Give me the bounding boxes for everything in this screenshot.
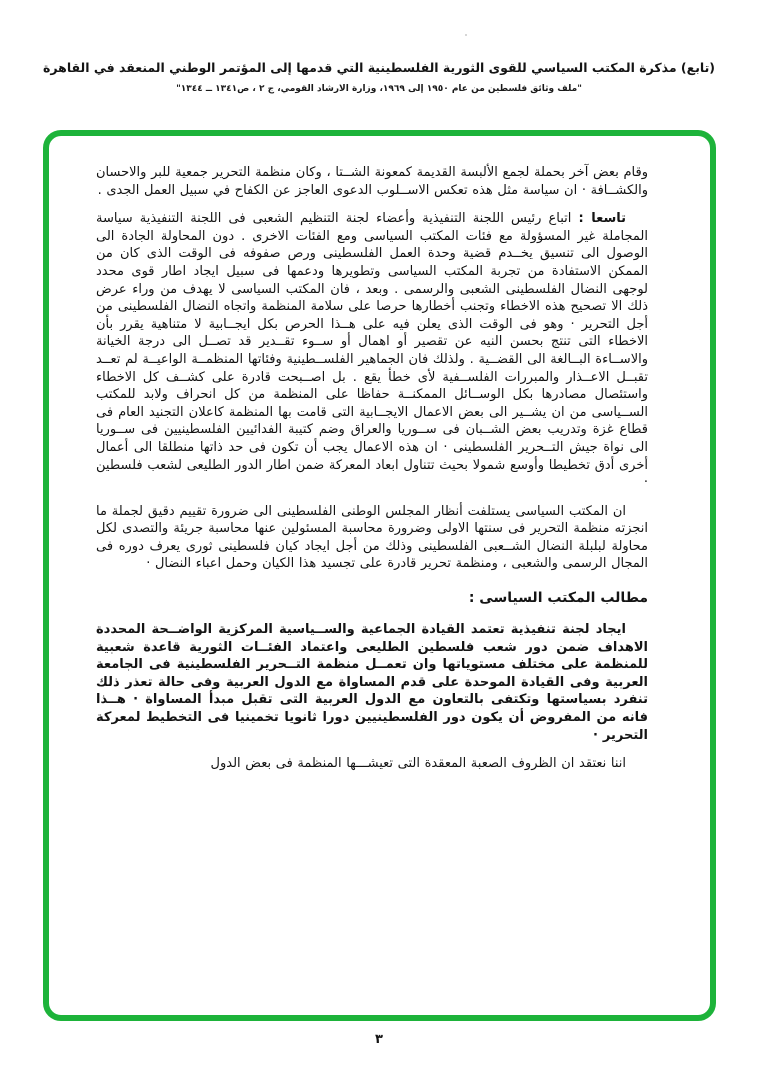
- green-border-frame: [43, 130, 716, 1021]
- document-body: [96, 164, 648, 784]
- paragraph-difficult-conditions: اننا نعتقد ان الظروف الصعبة المعقدة التى تعيشـــها المنظمة فى بعض الدول: [210, 756, 626, 772]
- paragraph-executive-committee-demand: ايجاد لجنة تنفيذية تعتمد القيادة الجماعية والســياسية المركزية الواضــحة المحددة الاهداف ضمن دور شعب فلسطين الطليعى واعتماد الفئــات الثورية قاعدة شعبية للمنظمة على مختلف مستوياتها وان تعمــل منظمة التــحرير الفلسطينية فى الجامعة العربية وفى القيادة الموحدة على قدم المساواة مع الدول العربية وفى حالة تعذر ذلك تنفرد بسياستها وتكتفى بالتعاون مع الدول العربية التى تقبل مبدأ المساواة · هــذا فانه من المفروض أن يكون دور الفلسطينيين دورا ثانويا تخمينيا فى التخطيط لمعركة التحرير ·: [96, 622, 648, 743]
- section-heading-political-bureau-demands: مطالب المكتب السياسى :: [468, 590, 648, 607]
- paragraph-national-council-appeal: ان المكتب السياسى يستلفت أنظار المجلس الوطنى الفلسطينى الى ضرورة تقييم دقيق لجملة ما انجزته منظمة التحرير فى سنتها الاولى وضرورة محاسبة المسئولين عنها محاسبة جريئة والتصدى لكل محاولة لبلبلة النضال الشــعبى الفلسطينى وذلك من أجل ايجاد كيان فلسطينى ثورى يعرف دوره فى المجال الرسمى والشعبى ، ومنظمة تحرير قادرة على تجسيد هذا الكيان وحمل اعباء النضال ·: [96, 503, 648, 572]
- page-header: [0, 60, 758, 94]
- paragraph-old-clothes-campaign: وقام بعض آخر بحملة لجمع الألبسة القديمة كمعونة الشــتا ، وكان منظمة التحرير جمعية للبر والاحسان والكشــافة · ان سياسة مثل هذه تعكس الاســلوب الدعوى العاجز عن الكفاح في سبيل العمل الجدى .: [96, 165, 648, 198]
- paragraph-ninth-point: [96, 210, 648, 492]
- paragraph-ninth-lead-word: تاسعا :: [578, 211, 626, 227]
- scan-artifact-dot: [465, 34, 467, 36]
- document-source-citation: "ملف وثائق فلسطين من عام ١٩٥٠ إلى ١٩٦٩، وزارة الارشاد القومي، ج ٢ ، ص١٣٤١ ــ ١٣٤٤": [176, 84, 582, 94]
- page-number: ٣: [375, 1032, 383, 1047]
- document-title: (تابع) مذكرة المكتب السياسي للقوى الثورية الفلسطينية التي قدمها إلى المؤتمر الوطني المنعقد في القاهرة: [43, 60, 715, 75]
- paragraph-ninth-text: اتباع رئيس اللجنة التنفيذية وأعضاء لجنة التنظيم الشعبى فى اللجنة التنفيذية سياسة المجاملة غير المسؤولة مع فئات المكتب السياسى ومع الفئات الاخرى . دون المحاولة الجادة الى الوصول الى تنسيق يخــدم قضية وحدة العمل الفلسطينى ورص صفوفه فى الوقت الذى كان من الممكن الاستفادة من تجربة المكتب السياسى وتطويرها ودعمها فى سبيل ايجاد اطار قوى محدد لوجهى النضال الفلسطينى الشعبى والرسمى . وبعد ، فان المكتب السياسى لا يهدف من وراء عرض ذلك الا تصحيح هذه الاخطاء وتجنب أخطارها حرصا على سلامة المنظمة واتجاه النضال الفلسطينى من أجل التحرير · وهو فى الوقت الذى يعلن فيه على هــذا الحرص بكل ايجــابية لا متناهية يقرر بأن الاخطاء التى تنتج بحسن النيه عن تقصير أو اهمال أو ســوء تقــدير قد تصــل الى درجة الخيانة والاســاءة البــالغة الى القضــية . ولذلك فان الجماهير الفلســطينية وفئاتها المنظمــة الواعيــة لم تعــد تقبــل الاعــذار والمبررات الفلســفية لأى خطأ يقع . بل اصــبحت قادرة على كشــف كل الاخطاء واستئصال مصادرها بكل الوســائل الممكنــة حفاظا على المنظمة من كل انحراف ولابد للمكتب الســياسى من ان يشــير الى بعض الاعمال الايجــابية التى قامت بها المنظمة كاعلان التجنيد العام فى قطاع غزة وتدريب بعض الشــبان فى ســوريا والعراق وضم كتيبة الفدائيين الفلسطينيين فى ســوريا الى نواة جيش التــحرير الفلسطينى · ان هذه الاعمال يجب أن تكون فى حد ذاتها منطلقا الى أعمال أخرى أدق تخطيطا وأوسع شمولا بحيث تتناول ابعاد المعركة ضمن اطار الدور الطليعى لشعب فلسطين ·: [96, 211, 648, 491]
